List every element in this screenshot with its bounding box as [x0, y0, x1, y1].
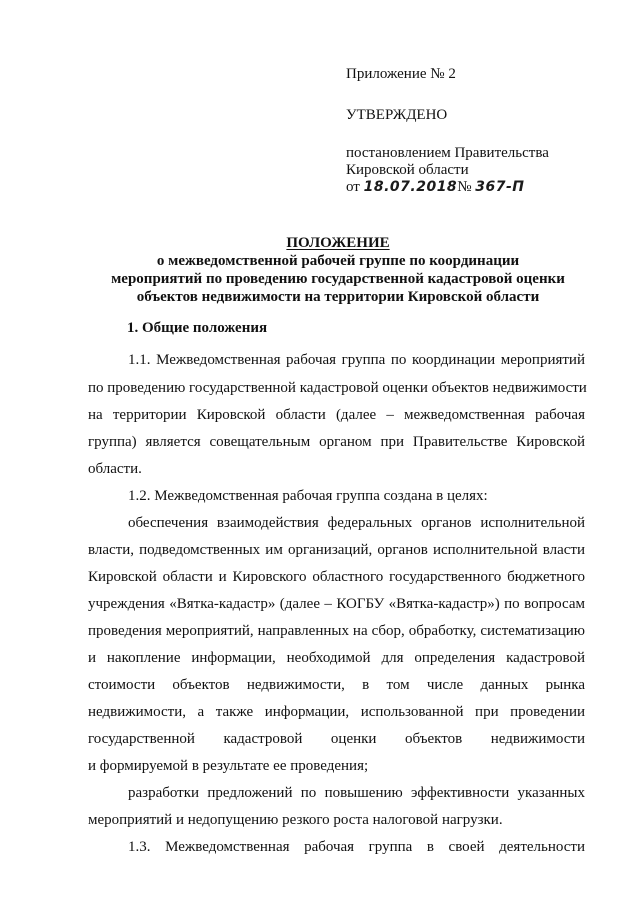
body-line: и накопление информации, необходимой для определения кадастровой [88, 650, 585, 666]
decree-line-1: постановлением Правительства [346, 145, 549, 161]
body-line: области. [88, 461, 142, 477]
document-subtitle-line-2: мероприятий по проведению государственной кадастровой оценки [111, 271, 565, 287]
body-line: мероприятий и недопущению резкого роста налоговой нагрузки. [88, 812, 503, 828]
document-subtitle-line-3: объектов недвижимости на территории Кировской области [136, 289, 540, 305]
body-line: 1.3. Межведомственная рабочая группа в своей деятельности [128, 839, 585, 855]
body-line: разработки предложений по повышению эффективности указанных [128, 785, 585, 801]
decree-line-2: Кировской области [346, 162, 469, 178]
decree-date-line [346, 179, 549, 196]
body-line: проведения мероприятий, направленных на сбор, обработку, систематизацию [88, 623, 585, 639]
body-line: группа) является совещательным органом при Правительстве Кировской [88, 434, 585, 450]
body-line: 1.1. Межведомственная рабочая группа по координации мероприятий [128, 352, 585, 368]
handwritten-date: 18.07.2018 [363, 179, 458, 195]
body-line: Кировской области и Кировского областного государственного бюджетного [88, 569, 585, 585]
handwritten-number: 367-П [475, 179, 525, 195]
body-line: и формируемой в результате ее проведения; [88, 758, 369, 774]
date-prefix: от [346, 179, 360, 195]
number-prefix: № [457, 179, 472, 195]
body-line: власти, подведомственных им организаций, органов исполнительной власти [88, 542, 585, 558]
body-line: по проведению государственной кадастровой оценки объектов недвижимости [88, 380, 587, 396]
document-title: ПОЛОЖЕНИЕ [286, 235, 390, 251]
document-subtitle-line-1: о межведомственной рабочей группе по координации [156, 253, 520, 269]
body-line: стоимости объектов недвижимости, в том числе данных рынка [88, 677, 585, 693]
body-line: обеспечения взаимодействия федеральных органов исполнительной [128, 515, 585, 531]
body-line: на территории Кировской области (далее – межведомственная рабочая [88, 407, 585, 423]
document-heading [88, 234, 588, 306]
approval-stamp [346, 107, 447, 124]
section-title: 1. Общие положения [127, 320, 268, 336]
approved-label: УТВЕРЖДЕНО [346, 107, 448, 123]
body-line: государственной кадастровой оценки объектов недвижимости [88, 731, 585, 747]
body-line: недвижимости, а также информации, использованной при проведении [88, 704, 585, 720]
approval-block [346, 66, 456, 83]
decree-block [346, 145, 549, 196]
appendix-label: Приложение № 2 [346, 66, 456, 82]
body-line: учреждения «Вятка-кадастр» (далее – КОГБУ «Вятка-кадастр») по вопросам [88, 596, 585, 612]
body-line: 1.2. Межведомственная рабочая группа создана в целях: [128, 488, 488, 504]
